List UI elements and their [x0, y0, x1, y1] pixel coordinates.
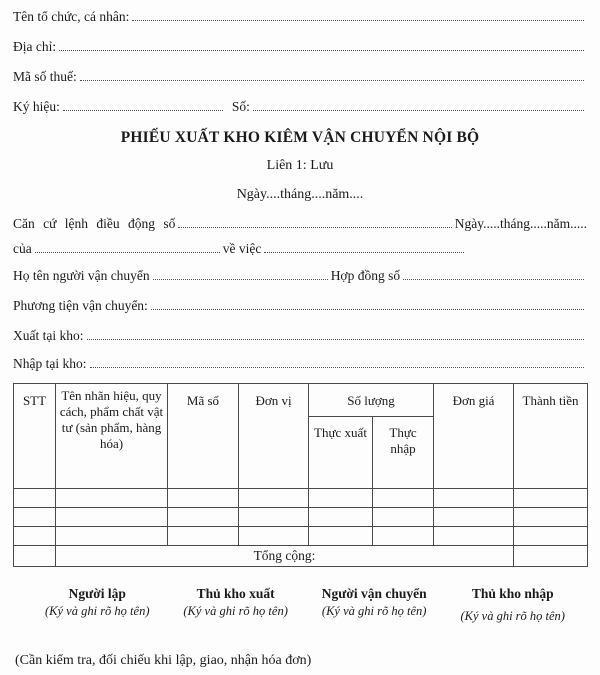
total-row-stt-cell: [14, 546, 56, 567]
about-label: về việc: [222, 241, 262, 256]
carrier-row: [13, 267, 587, 284]
empty-cell: [56, 527, 168, 546]
signature-note: (Ký và ghi rõ họ tên): [460, 609, 565, 623]
col-header-actual-in: Thực nhập: [373, 417, 434, 489]
empty-cell: [168, 508, 239, 527]
empty-cell: [514, 508, 588, 527]
signature-preparer: [45, 586, 150, 624]
signature-note: (Ký và ghi rõ họ tên): [45, 604, 150, 618]
number-label: Số:: [231, 99, 250, 114]
vehicle-row: [13, 297, 587, 314]
signature-note: (Ký và ghi rõ họ tên): [183, 604, 288, 618]
import-warehouse-row: [13, 355, 587, 372]
table-empty-row: [14, 527, 588, 546]
empty-cell: [309, 527, 373, 546]
serial-label: Ký hiệu:: [13, 99, 60, 114]
dispatch-order-label: Căn cứ lệnh điều động số: [13, 216, 176, 231]
org-name-row: [13, 8, 587, 25]
signature-title: Thủ kho nhập: [471, 586, 554, 601]
page-title: PHIẾU XUẤT KHO KIÊM VẬN CHUYỂN NỘI BỘ: [120, 129, 480, 146]
empty-cell: [309, 489, 373, 508]
signature-title: Người vận chuyển: [321, 586, 427, 601]
serial-number-row: [13, 98, 587, 115]
col-header-unit-price: Đơn giá: [434, 384, 514, 489]
number-fill-line: [253, 98, 584, 111]
table-empty-row: [14, 508, 588, 527]
items-table: [13, 383, 588, 567]
of-label: của: [13, 241, 32, 256]
tax-code-label: Mã số thuế:: [13, 69, 77, 84]
empty-cell: [168, 527, 239, 546]
signature-export-storekeeper: [183, 586, 288, 624]
carrier-label: Họ tên người vận chuyển: [13, 268, 150, 283]
export-warehouse-fill-line: [87, 327, 585, 340]
empty-cell: [434, 508, 514, 527]
empty-cell: [14, 489, 56, 508]
org-name-fill-line: [132, 8, 584, 21]
col-header-actual-out: Thực xuất: [309, 417, 373, 489]
empty-cell: [239, 489, 309, 508]
signature-section: [13, 586, 587, 624]
org-name-label: Tên tổ chức, cá nhân:: [13, 9, 130, 24]
empty-cell: [239, 508, 309, 527]
contract-label: Hợp đồng số: [330, 268, 401, 283]
tax-code-fill-line: [80, 68, 584, 81]
dispatch-order-fill-line: [178, 215, 451, 228]
empty-cell: [168, 489, 239, 508]
total-amount-cell: [514, 546, 588, 567]
empty-cell: [434, 489, 514, 508]
total-row: [14, 546, 588, 567]
issuer-subject-row: [13, 240, 587, 257]
import-warehouse-label: Nhập tại kho:: [13, 356, 87, 371]
vehicle-fill-line: [151, 297, 584, 310]
empty-cell: [56, 508, 168, 527]
empty-cell: [14, 527, 56, 546]
empty-cell: [373, 489, 434, 508]
import-warehouse-fill-line: [90, 355, 585, 368]
signature-note: (Ký và ghi rõ họ tên): [321, 604, 427, 618]
carrier-fill-line: [153, 267, 328, 280]
empty-cell: [14, 508, 56, 527]
verification-footnote: (Cần kiểm tra, đối chiếu khi lập, giao, nhận hóa đơn): [15, 653, 312, 668]
signature-import-storekeeper: [460, 586, 565, 624]
dispatch-order-row: [13, 215, 587, 232]
empty-cell: [514, 527, 588, 546]
empty-cell: [373, 508, 434, 527]
dispatch-order-date: Ngày.....tháng.....năm.....: [454, 216, 587, 231]
subject-fill-line: [264, 240, 464, 253]
empty-cell: [434, 527, 514, 546]
signature-title: Thủ kho xuất: [196, 586, 275, 601]
col-header-unit: Đơn vị: [239, 384, 309, 489]
signature-title: Người lập: [68, 586, 126, 601]
col-header-item-name: Tên nhãn hiệu, quy cách, phẩm chất vật tư (sản phẩm, hàng hóa): [56, 384, 168, 489]
empty-cell: [239, 527, 309, 546]
col-header-amount: Thành tiền: [514, 384, 588, 489]
col-header-code: Mã số: [168, 384, 239, 489]
vehicle-label: Phương tiện vận chuyển:: [13, 298, 148, 313]
issuer-fill-line: [35, 240, 220, 253]
col-header-quantity: Số lượng: [309, 384, 434, 417]
date-line: Ngày....tháng....năm....: [236, 187, 364, 202]
total-label: Tổng cộng:: [56, 546, 514, 567]
empty-cell: [514, 489, 588, 508]
export-warehouse-label: Xuất tại kho:: [13, 328, 84, 343]
address-label: Địa chỉ:: [13, 39, 57, 54]
signature-carrier: [322, 586, 427, 624]
address-row: [13, 38, 587, 55]
empty-cell: [56, 489, 168, 508]
copy-designation: Liên 1: Lưu: [266, 158, 334, 173]
col-header-stt: STT: [14, 384, 56, 489]
items-table-body: [14, 489, 588, 546]
export-warehouse-row: [13, 327, 587, 344]
table-empty-row: [14, 489, 588, 508]
address-fill-line: [59, 38, 584, 51]
contract-fill-line: [403, 267, 584, 280]
empty-cell: [373, 527, 434, 546]
empty-cell: [309, 508, 373, 527]
tax-code-row: [13, 68, 587, 85]
serial-fill-line: [63, 98, 223, 111]
